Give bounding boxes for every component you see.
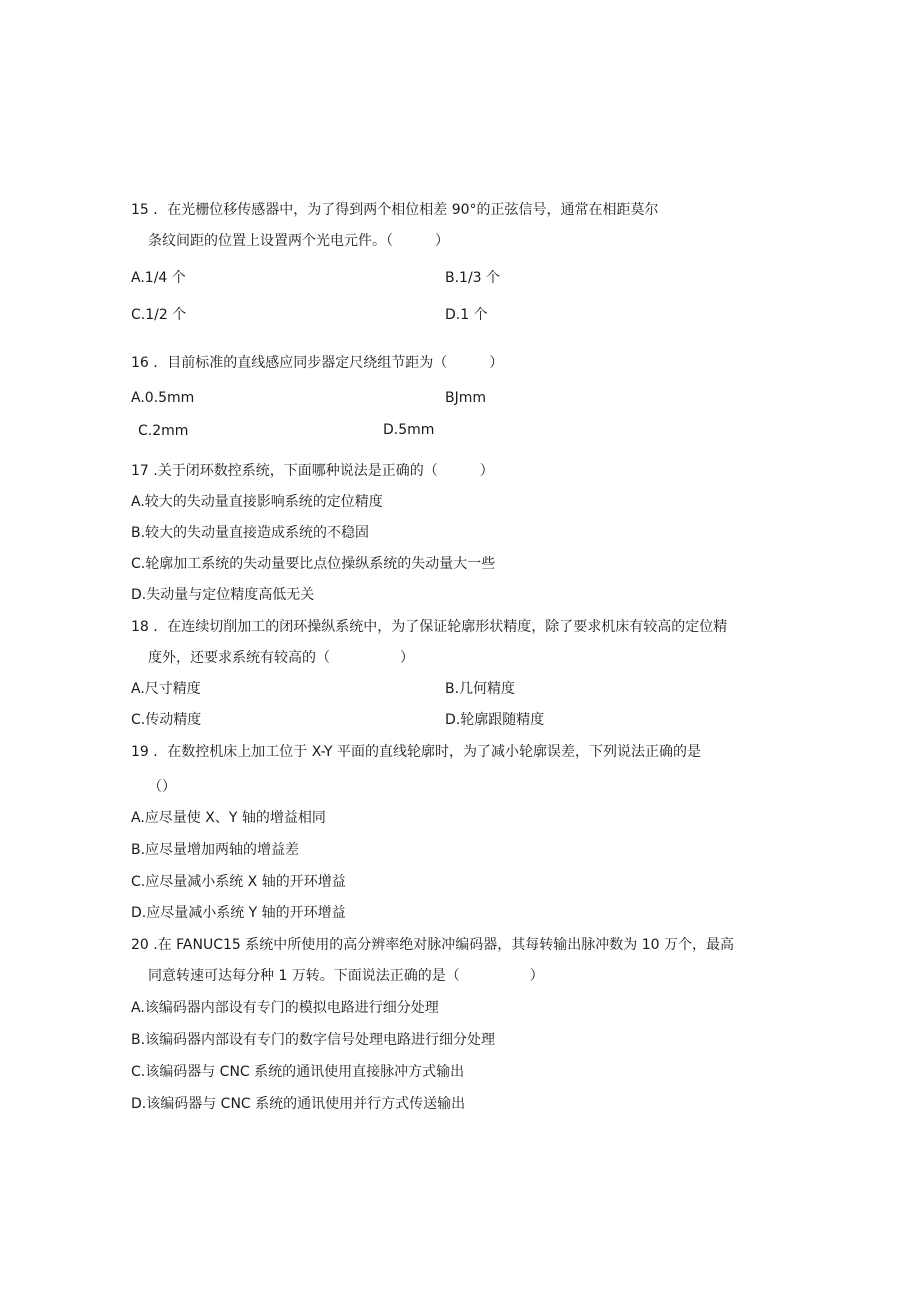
question-15-option-a: A.1/4 个 (131, 270, 186, 286)
question-19-text-cont: （） (148, 779, 176, 795)
question-18-text-cont: 度外，还要求系统有较高的（ ） (148, 650, 414, 666)
question-20-option-b: B.该编码器内部设有专门的数字信号处理电路进行细分处理 (131, 1032, 496, 1048)
question-18-option-c: C.传动精度 (131, 712, 202, 728)
question-16-option-b: BJmm (445, 390, 487, 406)
question-20-option-c: C.该编码器与 CNC 系统的通讯使用直接脉冲方式输出 (131, 1064, 465, 1080)
question-20-text-cont: 同意转速可达每分种 1 万转。下面说法正确的是（ ） (148, 968, 544, 984)
question-15-text: 15 ．在光栅位移传感器中，为了得到两个相位相差 90°的正弦信号，通常在相距莫尔 (131, 202, 659, 218)
question-19-text: 19 ．在数控机床上加工位于 X-Y 平面的直线轮廓时，为了减小轮廓误差，下列说法正确的是 (131, 744, 701, 760)
question-15-option-b: B.1/3 个 (445, 270, 501, 286)
question-16-option-c: C.2mm (138, 423, 189, 439)
question-18-option-d: D.轮廓跟随精度 (445, 712, 545, 728)
question-19-option-d: D.应尽量减小系统 Y 轴的开环增益 (131, 905, 346, 921)
question-17-option-c: C.轮廓加工系统的失动量要比点位操纵系统的失动量大一些 (131, 556, 496, 572)
question-15-option-d: D.1 个 (445, 307, 488, 323)
question-19-option-c: C.应尽量减小系统 X 轴的开环增益 (131, 874, 346, 890)
question-18-text: 18 ．在连续切削加工的闭环操纵系统中，为了保证轮廓形状精度，除了要求机床有较高的定位精 (131, 619, 728, 635)
question-17-option-a: A.较大的失动量直接影响系统的定位精度 (131, 494, 383, 510)
question-19-option-a: A.应尽量使 X、Y 轴的增益相同 (131, 810, 326, 826)
question-17-option-b: B.较大的失动量直接造成系统的不稳固 (131, 525, 370, 541)
question-20-text: 20 .在 FANUC15 系统中所使用的高分辨率绝对脉冲编码器，其每转输出脉冲数为 10 万个，最高 (131, 937, 734, 953)
question-17-text: 17 .关于闭环数控系统，下面哪种说法是正确的（ ） (131, 463, 494, 479)
question-19-option-b: B.应尽量增加两轴的增益差 (131, 842, 300, 858)
question-16-option-d: D.5mm (383, 422, 435, 438)
question-17-option-d: D.失动量与定位精度高低无关 (131, 587, 315, 603)
question-18-option-a: A.尺寸精度 (131, 681, 201, 697)
question-20-option-a: A.该编码器内部设有专门的模拟电路进行细分处理 (131, 1000, 439, 1016)
question-15-text-cont: 条纹间距的位置上设置两个光电元件。（ ） (148, 233, 449, 249)
question-15-option-c: C.1/2 个 (131, 307, 187, 323)
question-18-option-b: B.几何精度 (445, 681, 516, 697)
question-16-text: 16 ．目前标准的直线感应同步器定尺绕组节距为（ ） (131, 355, 504, 371)
question-16-option-a: A.0.5mm (131, 390, 195, 406)
question-20-option-d: D.该编码器与 CNC 系统的通讯使用并行方式传送输出 (131, 1096, 466, 1112)
